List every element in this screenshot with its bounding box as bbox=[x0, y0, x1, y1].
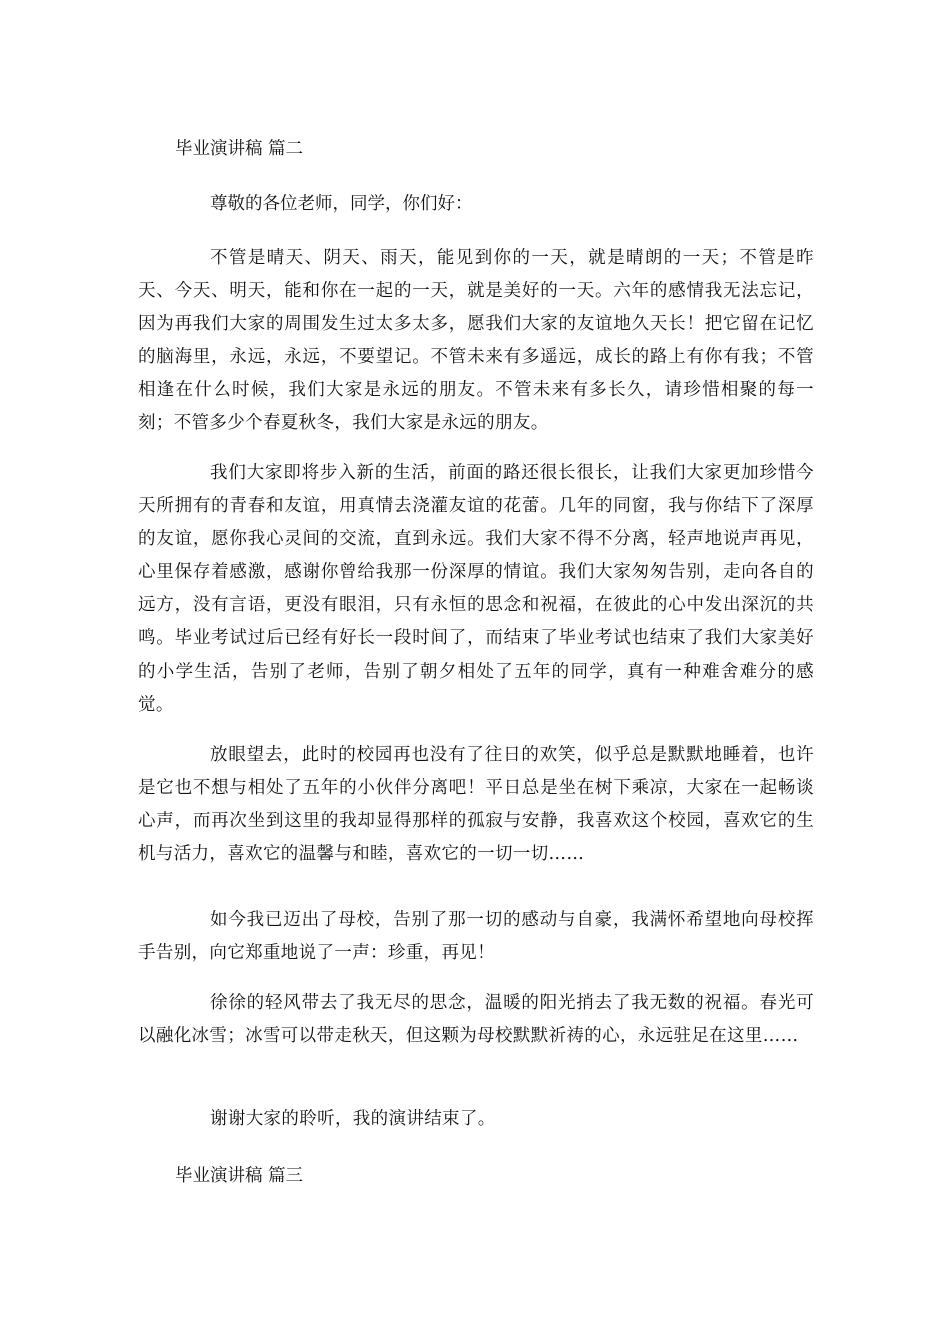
paragraph-5: 徐徐的轻风带去了我无尽的思念，温暖的阳光捎去了我无数的祝福。春光可以融化冰雪；冰雪可以带走秋天，但这颗为母校默默祈祷的心，永远驻足在这里…… bbox=[138, 993, 814, 1047]
salutation: 尊敬的各位老师，同学，你们好： bbox=[210, 194, 473, 214]
paragraph-1: 不管是晴天、阴天、雨天，能见到你的一天，就是晴朗的一天；不管是昨天、今天、明天，能和你在一起的一天，就是美好的一天。六年的感情我无法忘记，因为再我们大家的周围发生过太多太多，愿我们大家的友谊地久天长！把它留在记忆的脑海里，永远，永远，不要望记。不管未来有多遥远，成长的路上有你有我；不管相逢在什么时候，我们大家是永远的朋友。不管未来有多长久，请珍惜相聚的每一刻；不管多少个春夏秋冬，我们大家是永远的朋友。 bbox=[138, 248, 814, 434]
paragraph-4: 如今我已迈出了母校，告别了那一切的感动与自豪，我满怀希望地向母校挥手告别，向它郑重地说了一声：珍重，再见！ bbox=[138, 910, 814, 964]
section-heading-3: 毕业演讲稿 篇三 bbox=[175, 1166, 304, 1186]
section-heading-2: 毕业演讲稿 篇二 bbox=[175, 139, 304, 159]
paragraph-2: 我们大家即将步入新的生活，前面的路还很长很长，让我们大家更加珍惜今天所拥有的青春和友谊，用真情去浇灌友谊的花蕾。几年的同窗，我与你结下了深厚的友谊，愿你我心灵间的交流，直到永远。我们大家不得不分离，轻声地说声再见，心里保存着感激，感谢你曾给我那一份深厚的情谊。我们大家匆匆告别，走向各自的远方，没有言语，更没有眼泪，只有永恒的思念和祝福，在彼此的心中发出深沉的共鸣。毕业考试过后已经有好长一段时间了，而结束了毕业考试也结束了我们大家美好的小学生活，告别了老师，告别了朝夕相处了五年的同学，真有一种难舍难分的感觉。 bbox=[138, 463, 814, 715]
paragraph-6: 谢谢大家的聆听，我的演讲结束了。 bbox=[210, 1109, 496, 1129]
paragraph-3: 放眼望去，此时的校园再也没有了往日的欢笑，似乎总是默默地睡着，也许是它也不想与相处了五年的小伙伴分离吧！平日总是坐在树下乘凉，大家在一起畅谈心声，而再次坐到这里的我却显得那样的孤寂与安静，我喜欢这个校园，喜欢它的生机与活力，喜欢它的温馨与和睦，喜欢它的一切一切…… bbox=[138, 745, 814, 865]
